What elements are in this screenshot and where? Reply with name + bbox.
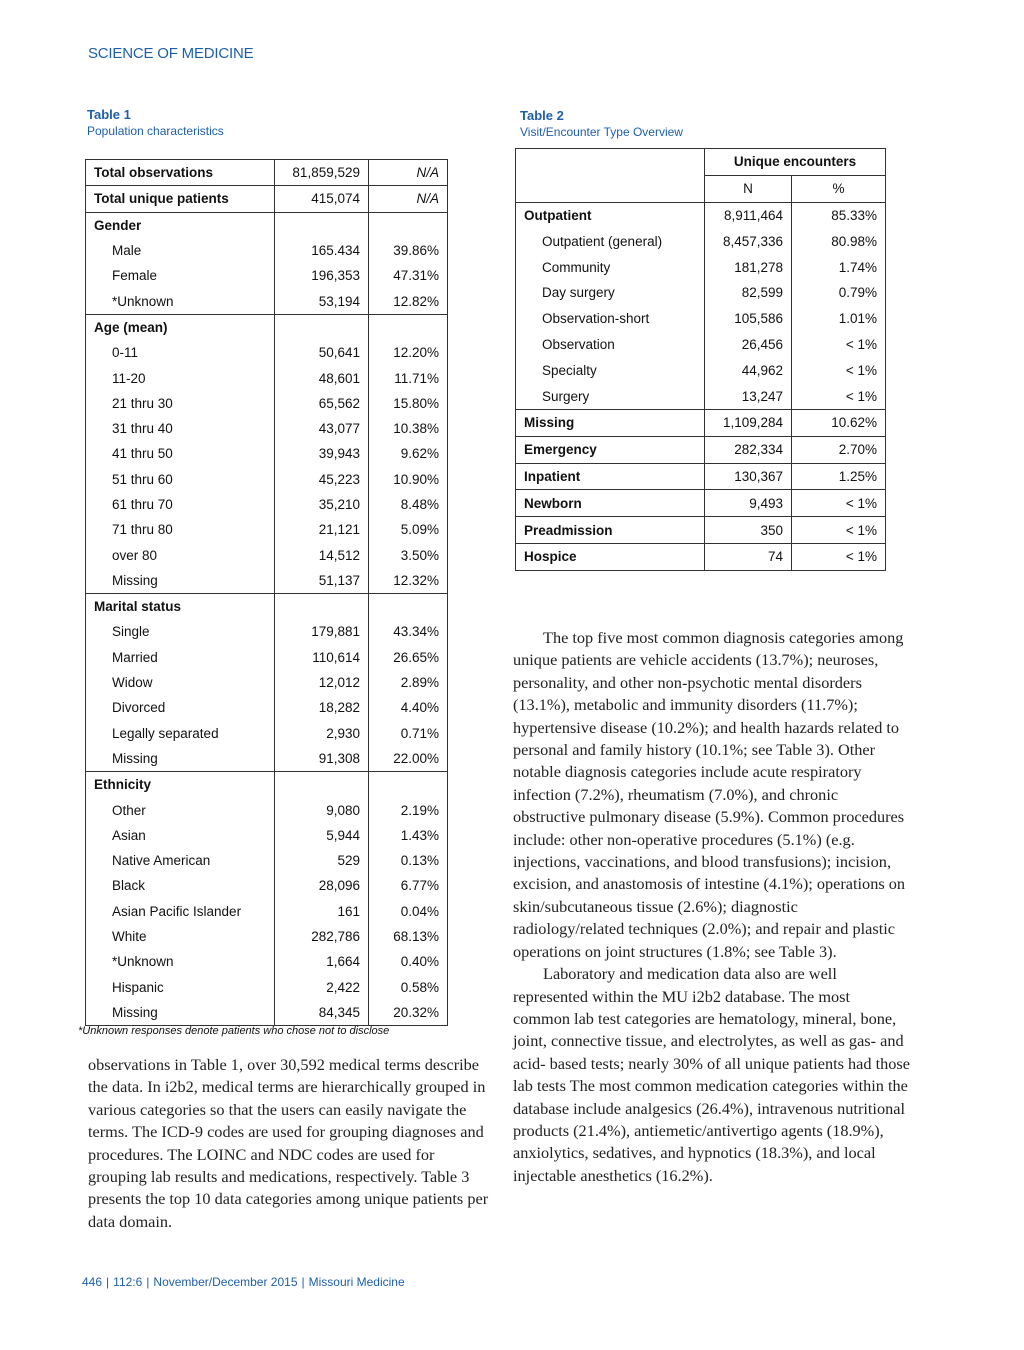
count-cell: 282,334 — [705, 436, 792, 463]
table-section — [86, 212, 448, 314]
row-label: Single — [86, 619, 275, 644]
percent-cell: 0.40% — [369, 949, 448, 974]
table-row — [86, 873, 448, 898]
count-cell: 110,614 — [275, 645, 369, 670]
table-row — [86, 924, 448, 949]
count-cell: 415,074 — [275, 186, 369, 212]
table-row — [86, 492, 448, 517]
row-label: 21 thru 30 — [86, 391, 275, 416]
count-cell: 48,601 — [275, 365, 369, 390]
percent-cell: N/A — [369, 160, 448, 186]
group-label: Newborn — [516, 490, 705, 517]
table-row — [86, 797, 448, 822]
percent-cell: 5.09% — [369, 517, 448, 542]
table2-number: Table 2 — [520, 108, 564, 123]
count-cell: 9,080 — [275, 797, 369, 822]
count-cell: 13,247 — [705, 383, 792, 409]
section-title: Gender — [86, 212, 275, 238]
row-label: Widow — [86, 670, 275, 695]
percent-cell: 39.86% — [369, 238, 448, 263]
group-label: Outpatient — [516, 202, 705, 228]
percent-cell: < 1% — [792, 383, 886, 409]
section-title: Ethnicity — [86, 772, 275, 798]
table-row — [86, 365, 448, 390]
table-row — [86, 340, 448, 365]
right-column-text — [513, 627, 911, 1187]
percent-cell: < 1% — [792, 357, 886, 383]
percent-cell: 1.25% — [792, 463, 886, 490]
row-label: Total unique patients — [86, 186, 275, 212]
percent-cell: 68.13% — [369, 924, 448, 949]
count-cell: 282,786 — [275, 924, 369, 949]
empty-cell — [275, 594, 369, 620]
running-head: SCIENCE OF MEDICINE — [88, 45, 254, 62]
count-cell: 82,599 — [705, 280, 792, 306]
table2-header — [516, 149, 886, 203]
table-row — [86, 772, 448, 798]
percent-cell: 1.01% — [792, 306, 886, 332]
table-row — [86, 899, 448, 924]
percent-cell: < 1% — [792, 543, 886, 570]
percent-cell: 3.50% — [369, 542, 448, 567]
row-label: Married — [86, 645, 275, 670]
table-row — [86, 594, 448, 620]
table-row — [86, 619, 448, 644]
table-row — [516, 436, 886, 463]
table1-caption — [87, 107, 224, 138]
percent-cell: 80.98% — [792, 228, 886, 254]
table-row — [86, 695, 448, 720]
percent-cell: 12.32% — [369, 568, 448, 594]
table-row — [86, 314, 448, 340]
count-cell: 45,223 — [275, 467, 369, 492]
count-cell: 50,641 — [275, 340, 369, 365]
table-row — [86, 975, 448, 1000]
table-row — [86, 441, 448, 466]
empty-cell — [275, 772, 369, 798]
row-label: Specialty — [516, 357, 705, 383]
count-cell: 18,282 — [275, 695, 369, 720]
issue-date: November/December 2015 — [153, 1275, 298, 1289]
unique-encounters-header: Unique encounters — [705, 149, 886, 176]
row-label: 41 thru 50 — [86, 441, 275, 466]
table-row — [86, 391, 448, 416]
table-row — [86, 238, 448, 263]
row-label: Community — [516, 254, 705, 280]
row-label: 61 thru 70 — [86, 492, 275, 517]
journal-name: Missouri Medicine — [308, 1275, 405, 1289]
table-section — [516, 463, 886, 490]
table-section — [86, 594, 448, 772]
count-cell: 165.434 — [275, 238, 369, 263]
percent-cell: 85.33% — [792, 202, 886, 228]
count-cell: 14,512 — [275, 542, 369, 567]
body-paragraph: The top five most common diagnosis categories among unique patients are vehicle accidents (13.7%); neuroses, personality, and other non-psychotic mental disorders (13.1%), metabolic and immunity disorders (11.7%); hypertensive disease (10.2%); and health hazards related to personal and family history (10.1%; see Table 3). Other notable diagnosis categories include acute respiratory infection (7.2%), rheumatism (7.0%), and chronic obstructive pulmonary disease (5.9%). Common procedures include: other non-operative procedures (5.1%) (e.g. injections, vaccinations, and blood transfusions); incision, excision, and anastomosis of intestine (4.1%); operations on skin/subcutaneous tissue (2.6%); diagnostic radiology/related techniques (2.0%); and repair and plastic operations on joint structures (1.8%; see Table 3). — [513, 628, 906, 961]
empty-cell — [369, 212, 448, 238]
count-cell: 91,308 — [275, 746, 369, 772]
count-cell: 1,664 — [275, 949, 369, 974]
row-label: Native American — [86, 848, 275, 873]
table-section — [516, 517, 886, 544]
count-cell: 39,943 — [275, 441, 369, 466]
row-label: Asian Pacific Islander — [86, 899, 275, 924]
count-cell: 9,493 — [705, 490, 792, 517]
row-label: Observation-short — [516, 306, 705, 332]
row-label: White — [86, 924, 275, 949]
percent-cell: 12.20% — [369, 340, 448, 365]
row-label: 71 thru 80 — [86, 517, 275, 542]
count-cell: 161 — [275, 899, 369, 924]
row-label: Missing — [86, 568, 275, 594]
group-label: Hospice — [516, 543, 705, 570]
page-footer: 446 | 112:6 | November/December 2015 | Missouri Medicine — [82, 1275, 405, 1289]
row-label: Legally separated — [86, 721, 275, 746]
table2-title: Visit/Encounter Type Overview — [520, 125, 683, 139]
row-label: Hispanic — [86, 975, 275, 1000]
group-label: Preadmission — [516, 517, 705, 544]
row-label: Male — [86, 238, 275, 263]
percent-cell: 2.89% — [369, 670, 448, 695]
table-row — [516, 543, 886, 570]
table-section — [516, 409, 886, 436]
row-label: 31 thru 40 — [86, 416, 275, 441]
percent-cell: 2.19% — [369, 797, 448, 822]
count-cell: 28,096 — [275, 873, 369, 898]
percent-cell: 10.38% — [369, 416, 448, 441]
count-cell: 179,881 — [275, 619, 369, 644]
percent-cell: 1.74% — [792, 254, 886, 280]
table-row — [516, 383, 886, 409]
count-cell: 529 — [275, 848, 369, 873]
table-section — [86, 314, 448, 593]
row-label: Observation — [516, 332, 705, 358]
table-row — [86, 823, 448, 848]
percent-cell: 0.79% — [792, 280, 886, 306]
page-number: 446 — [82, 1275, 103, 1289]
encounter-type-table — [515, 148, 886, 571]
table-section — [516, 202, 886, 409]
row-label: Surgery — [516, 383, 705, 409]
percent-cell: 22.00% — [369, 746, 448, 772]
table-row — [86, 416, 448, 441]
row-label: Asian — [86, 823, 275, 848]
table-row — [516, 463, 886, 490]
count-cell: 84,345 — [275, 1000, 369, 1026]
empty-cell — [369, 594, 448, 620]
pct-column-header: % — [792, 175, 886, 202]
row-label: over 80 — [86, 542, 275, 567]
percent-cell: 0.13% — [369, 848, 448, 873]
table-section — [86, 160, 448, 186]
row-label: Day surgery — [516, 280, 705, 306]
table-section — [516, 436, 886, 463]
table1-footnote: *Unknown responses denote patients who chose not to disclose — [78, 1025, 390, 1037]
percent-cell: 0.04% — [369, 899, 448, 924]
percent-cell: 10.90% — [369, 467, 448, 492]
percent-cell: 0.58% — [369, 975, 448, 1000]
table2-corner — [516, 149, 705, 203]
count-cell: 2,422 — [275, 975, 369, 1000]
table-row — [86, 160, 448, 186]
left-column-text — [88, 1054, 493, 1233]
percent-cell: 26.65% — [369, 645, 448, 670]
percent-cell: 9.62% — [369, 441, 448, 466]
count-cell: 181,278 — [705, 254, 792, 280]
row-label: 11-20 — [86, 365, 275, 390]
table-row — [86, 542, 448, 567]
percent-cell: 6.77% — [369, 873, 448, 898]
table-row — [516, 332, 886, 358]
empty-cell — [275, 314, 369, 340]
table-row — [86, 263, 448, 288]
count-cell: 53,194 — [275, 288, 369, 314]
percent-cell: 20.32% — [369, 1000, 448, 1026]
table-row — [86, 1000, 448, 1026]
percent-cell: 4.40% — [369, 695, 448, 720]
issue-number: 112:6 — [113, 1275, 143, 1289]
count-cell: 2,930 — [275, 721, 369, 746]
table2-caption — [520, 108, 683, 139]
count-cell: 81,859,529 — [275, 160, 369, 186]
percent-cell: 47.31% — [369, 263, 448, 288]
group-label: Emergency — [516, 436, 705, 463]
percent-cell: 10.62% — [792, 409, 886, 436]
count-cell: 8,911,464 — [705, 202, 792, 228]
row-label: Other — [86, 797, 275, 822]
table-row — [516, 202, 886, 228]
table-row — [516, 280, 886, 306]
table-row — [86, 746, 448, 772]
table-row — [86, 517, 448, 542]
table-row — [516, 517, 886, 544]
row-label: Black — [86, 873, 275, 898]
count-cell: 51,137 — [275, 568, 369, 594]
count-cell: 74 — [705, 543, 792, 570]
count-cell: 8,457,336 — [705, 228, 792, 254]
count-cell: 35,210 — [275, 492, 369, 517]
percent-cell: 43.34% — [369, 619, 448, 644]
table-row — [86, 212, 448, 238]
table1-number: Table 1 — [87, 107, 131, 122]
table-row — [86, 186, 448, 212]
percent-cell: 12.82% — [369, 288, 448, 314]
count-cell: 65,562 — [275, 391, 369, 416]
percent-cell: < 1% — [792, 517, 886, 544]
row-label: *Unknown — [86, 949, 275, 974]
table-row — [516, 254, 886, 280]
row-label: Total observations — [86, 160, 275, 186]
row-label: *Unknown — [86, 288, 275, 314]
percent-cell: 1.43% — [369, 823, 448, 848]
n-column-header: N — [705, 175, 792, 202]
table-row — [516, 306, 886, 332]
count-cell: 350 — [705, 517, 792, 544]
count-cell: 5,944 — [275, 823, 369, 848]
count-cell: 26,456 — [705, 332, 792, 358]
count-cell: 12,012 — [275, 670, 369, 695]
count-cell: 21,121 — [275, 517, 369, 542]
table-row — [86, 568, 448, 594]
table-section — [516, 543, 886, 570]
count-cell: 43,077 — [275, 416, 369, 441]
row-label: Missing — [86, 1000, 275, 1026]
row-label: 0-11 — [86, 340, 275, 365]
table-row — [516, 357, 886, 383]
table-section — [516, 490, 886, 517]
table-row — [86, 949, 448, 974]
group-label: Missing — [516, 409, 705, 436]
table-section — [86, 772, 448, 1026]
empty-cell — [369, 772, 448, 798]
percent-cell: N/A — [369, 186, 448, 212]
percent-cell: < 1% — [792, 490, 886, 517]
row-label: Missing — [86, 746, 275, 772]
row-label: Outpatient (general) — [516, 228, 705, 254]
count-cell: 196,353 — [275, 263, 369, 288]
percent-cell: < 1% — [792, 332, 886, 358]
table-row — [516, 490, 886, 517]
percent-cell: 15.80% — [369, 391, 448, 416]
table-row — [86, 670, 448, 695]
count-cell: 130,367 — [705, 463, 792, 490]
percent-cell: 8.48% — [369, 492, 448, 517]
table-row — [86, 288, 448, 314]
table-section — [86, 186, 448, 212]
table1-title: Population characteristics — [87, 124, 224, 138]
empty-cell — [275, 212, 369, 238]
table-row — [86, 721, 448, 746]
group-label: Inpatient — [516, 463, 705, 490]
section-title: Age (mean) — [86, 314, 275, 340]
body-paragraph: observations in Table 1, over 30,592 medical terms describe the data. In i2b2, medical terms are hierarchically grouped in various categories so that the users can easily navigate the terms. The ICD-9 codes are used for grouping diagnoses and procedures. The LOINC and NDC codes are used for grouping lab results and medications, respectively. Table 3 presents the top 10 data categories among unique patients per data domain. — [88, 1055, 489, 1231]
table-row — [86, 645, 448, 670]
table-row — [86, 848, 448, 873]
table-row — [516, 228, 886, 254]
row-label: Divorced — [86, 695, 275, 720]
count-cell: 105,586 — [705, 306, 792, 332]
section-title: Marital status — [86, 594, 275, 620]
table-row — [86, 467, 448, 492]
row-label: 51 thru 60 — [86, 467, 275, 492]
count-cell: 1,109,284 — [705, 409, 792, 436]
empty-cell — [369, 314, 448, 340]
percent-cell: 0.71% — [369, 721, 448, 746]
percent-cell: 11.71% — [369, 365, 448, 390]
table-row — [516, 409, 886, 436]
population-characteristics-table — [85, 159, 448, 1026]
row-label: Female — [86, 263, 275, 288]
body-paragraph: Laboratory and medication data also are well represented within the MU i2b2 database. The most common lab test categories are hematology, mineral, bone, joint, connective tissue, and electrolytes, as well as gas- and acid- based tests; nearly 30% of all unique patients had those lab tests The most common medication categories within the database include analgesics (26.4%), intravenous nutritional products (21.4%), antiemetic/antivertigo agents (18.9%), anxiolytics, sedatives, and hypnotics (18.3%), and local injectable anesthetics (16.2%). — [513, 964, 910, 1185]
count-cell: 44,962 — [705, 357, 792, 383]
percent-cell: 2.70% — [792, 436, 886, 463]
